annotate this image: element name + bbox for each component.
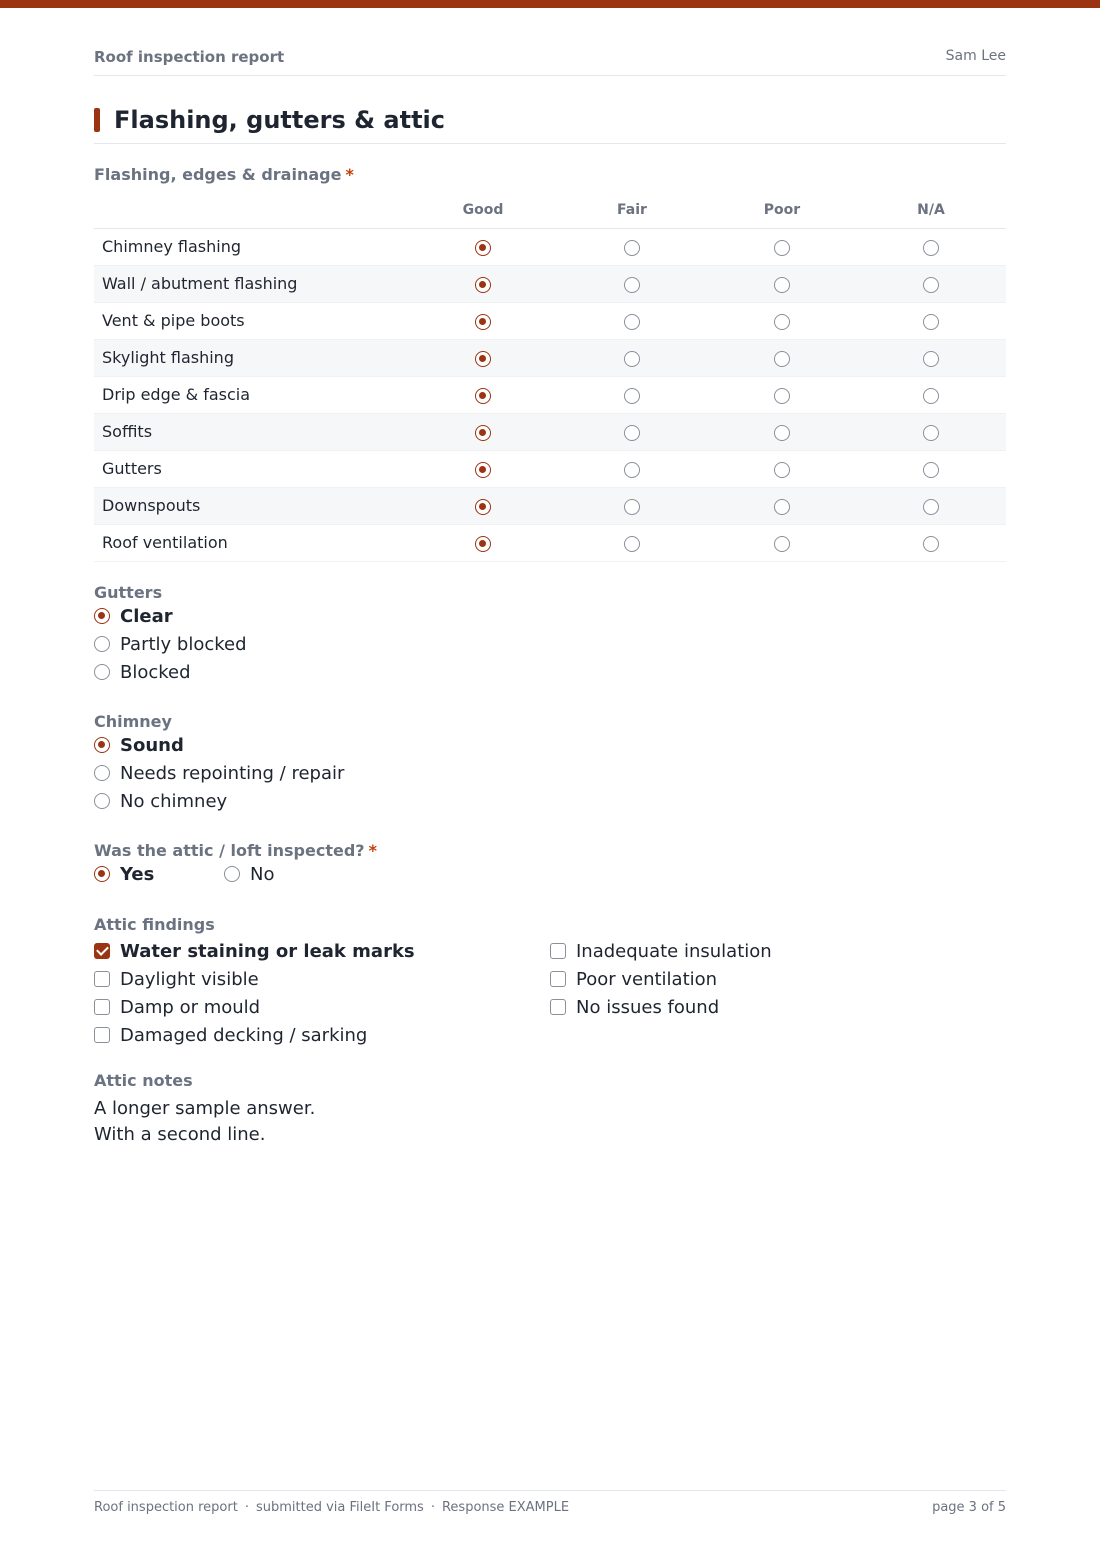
- radio-button[interactable]: [923, 277, 939, 293]
- page-footer: [94, 1490, 1006, 1515]
- footer-submitted: submitted via FileIt Forms: [255, 1500, 424, 1515]
- matrix-row-wall-abutment-flashing: [94, 266, 1006, 303]
- required-marker: *: [368, 841, 377, 860]
- radio-button[interactable]: [624, 314, 640, 330]
- checkbox[interactable]: [550, 999, 566, 1015]
- document-title: Roof inspection report: [94, 48, 285, 66]
- option-label: Partly blocked: [120, 633, 247, 655]
- matrix-row-label: Soffits: [102, 422, 153, 441]
- matrix-radio-poor[interactable]: [774, 462, 790, 478]
- matrix-column-header-n-a: N/A: [917, 202, 945, 218]
- attic-inspected-label-text: Was the attic / loft inspected?: [94, 841, 365, 860]
- chimney-option-sound[interactable]: [94, 731, 344, 759]
- matrix-radio-fair[interactable]: [624, 314, 640, 330]
- option-label: Yes: [120, 863, 155, 885]
- radio-button[interactable]: [94, 636, 110, 652]
- matrix-radio-poor[interactable]: [774, 351, 790, 367]
- matrix-radio-good[interactable]: [475, 277, 491, 293]
- radio-button[interactable]: [624, 277, 640, 293]
- matrix-column-header-fair: Fair: [617, 202, 647, 218]
- gutters-question: [94, 583, 247, 686]
- option-label: Needs repointing / repair: [120, 762, 345, 784]
- matrix-radio-fair[interactable]: [624, 240, 640, 256]
- radio-button[interactable]: [774, 314, 790, 330]
- radio-button[interactable]: [774, 499, 790, 515]
- attic-findings-label: Attic findings: [94, 915, 215, 934]
- section-heading: [94, 104, 1006, 144]
- matrix-row-label: Wall / abutment flashing: [102, 274, 298, 293]
- footer-doc-title: Roof inspection report: [94, 1500, 238, 1515]
- matrix-radio-good[interactable]: [475, 462, 491, 478]
- matrix-radio-poor[interactable]: [774, 425, 790, 441]
- radio-button[interactable]: [624, 425, 640, 441]
- attic-findings-column-left: [94, 937, 415, 1049]
- radio-button[interactable]: [94, 765, 110, 781]
- matrix-header-row: [94, 194, 1006, 229]
- matrix-radio-n-a[interactable]: [923, 425, 939, 441]
- attic-inspected-options: [94, 860, 377, 888]
- matrix-question-label: [94, 165, 354, 184]
- matrix-row-label: Gutters: [102, 459, 162, 478]
- attic-finding-no-issues-found[interactable]: [550, 993, 772, 1021]
- matrix-radio-good[interactable]: [475, 314, 491, 330]
- radio-button[interactable]: [475, 314, 491, 330]
- checkbox[interactable]: [94, 971, 110, 987]
- chimney-label: Chimney: [94, 712, 172, 731]
- footer-meta: [94, 1500, 569, 1515]
- radio-button[interactable]: [475, 388, 491, 404]
- radio-button[interactable]: [774, 277, 790, 293]
- radio-button[interactable]: [475, 277, 491, 293]
- page-header: [94, 48, 1006, 76]
- matrix-row-downspouts: [94, 488, 1006, 525]
- radio-button[interactable]: [624, 499, 640, 515]
- matrix-radio-fair[interactable]: [624, 277, 640, 293]
- checkbox[interactable]: [94, 943, 110, 959]
- radio-button[interactable]: [475, 536, 491, 552]
- matrix-row-label: Skylight flashing: [102, 348, 234, 367]
- chimney-option-needs-repointing-repair[interactable]: [94, 759, 344, 787]
- radio-button[interactable]: [475, 499, 491, 515]
- matrix-radio-n-a[interactable]: [923, 499, 939, 515]
- matrix-radio-n-a[interactable]: [923, 277, 939, 293]
- radio-button[interactable]: [923, 425, 939, 441]
- section-accent-bar: [94, 108, 100, 132]
- matrix-radio-good[interactable]: [475, 536, 491, 552]
- matrix-label-text: Flashing, edges & drainage: [94, 165, 342, 184]
- rating-matrix: [94, 194, 1006, 562]
- matrix-radio-fair[interactable]: [624, 351, 640, 367]
- matrix-radio-fair[interactable]: [624, 425, 640, 441]
- matrix-radio-good[interactable]: [475, 351, 491, 367]
- gutters-options: [94, 602, 247, 686]
- matrix-radio-n-a[interactable]: [923, 240, 939, 256]
- chimney-options: [94, 731, 344, 815]
- matrix-row-vent-pipe-boots: [94, 303, 1006, 340]
- radio-button[interactable]: [923, 536, 939, 552]
- attic-notes-label: Attic notes: [94, 1071, 193, 1090]
- radio-button[interactable]: [94, 737, 110, 753]
- footer-page-number: page 3 of 5: [932, 1500, 1006, 1515]
- radio-button[interactable]: [624, 536, 640, 552]
- respondent-name: Sam Lee: [945, 48, 1006, 64]
- radio-button[interactable]: [475, 351, 491, 367]
- option-label: No issues found: [576, 996, 720, 1018]
- radio-button[interactable]: [624, 462, 640, 478]
- radio-button[interactable]: [624, 240, 640, 256]
- matrix-row-label: Downspouts: [102, 496, 201, 515]
- matrix-radio-poor[interactable]: [774, 536, 790, 552]
- matrix-radio-good[interactable]: [475, 240, 491, 256]
- radio-button[interactable]: [774, 388, 790, 404]
- checkbox[interactable]: [550, 971, 566, 987]
- matrix-row-label: Roof ventilation: [102, 533, 228, 552]
- option-label: Damaged decking / sarking: [120, 1024, 368, 1046]
- footer-response: Response EXAMPLE: [441, 1500, 570, 1515]
- footer-separator: ·: [244, 1500, 249, 1515]
- matrix-column-header-good: Good: [462, 202, 504, 218]
- matrix-row-chimney-flashing: [94, 229, 1006, 266]
- top-accent-bar: [0, 0, 1100, 8]
- matrix-radio-poor[interactable]: [774, 277, 790, 293]
- footer-separator: ·: [430, 1500, 435, 1515]
- matrix-row-gutters: [94, 451, 1006, 488]
- attic-notes-line: With a second line.: [94, 1124, 266, 1145]
- matrix-row-soffits: [94, 414, 1006, 451]
- radio-button[interactable]: [923, 388, 939, 404]
- matrix-radio-poor[interactable]: [774, 240, 790, 256]
- attic-finding-water-staining-or-leak-marks[interactable]: [94, 937, 415, 965]
- option-label: Inadequate insulation: [576, 940, 772, 962]
- attic-findings-column-right: [550, 937, 772, 1021]
- section-title: Flashing, gutters & attic: [114, 106, 445, 134]
- attic-finding-damaged-decking-sarking[interactable]: [94, 1021, 415, 1049]
- attic-finding-inadequate-insulation[interactable]: [550, 937, 772, 965]
- radio-button[interactable]: [923, 240, 939, 256]
- radio-button[interactable]: [923, 314, 939, 330]
- chimney-option-no-chimney[interactable]: [94, 787, 344, 815]
- attic-finding-damp-or-mould[interactable]: [94, 993, 415, 1021]
- checkbox[interactable]: [94, 1027, 110, 1043]
- matrix-radio-n-a[interactable]: [923, 462, 939, 478]
- matrix-radio-n-a[interactable]: [923, 388, 939, 404]
- matrix-body: [94, 229, 1006, 562]
- option-label: Water staining or leak marks: [120, 940, 415, 962]
- matrix-row-label: Vent & pipe boots: [102, 311, 245, 330]
- gutters-option-clear[interactable]: [94, 602, 247, 630]
- attic-inspected-question: [94, 841, 377, 888]
- radio-button[interactable]: [94, 608, 110, 624]
- chimney-question: [94, 712, 344, 815]
- option-label: No chimney: [120, 790, 228, 812]
- matrix-row-skylight-flashing: [94, 340, 1006, 377]
- matrix-row-label: Chimney flashing: [102, 237, 241, 256]
- radio-button[interactable]: [224, 866, 240, 882]
- matrix-radio-n-a[interactable]: [923, 536, 939, 552]
- radio-button[interactable]: [94, 664, 110, 680]
- attic-inspected-option-no[interactable]: [224, 860, 354, 888]
- attic-finding-poor-ventilation[interactable]: [550, 965, 772, 993]
- radio-button[interactable]: [475, 425, 491, 441]
- radio-button[interactable]: [94, 866, 110, 882]
- radio-button[interactable]: [923, 499, 939, 515]
- option-label: Clear: [120, 605, 173, 627]
- attic-finding-daylight-visible[interactable]: [94, 965, 415, 993]
- radio-button[interactable]: [774, 240, 790, 256]
- gutters-option-blocked[interactable]: [94, 658, 247, 686]
- radio-button[interactable]: [624, 351, 640, 367]
- radio-button[interactable]: [94, 793, 110, 809]
- matrix-radio-good[interactable]: [475, 499, 491, 515]
- option-label: Sound: [120, 734, 184, 756]
- radio-button[interactable]: [774, 462, 790, 478]
- matrix-radio-n-a[interactable]: [923, 314, 939, 330]
- attic-notes-line: A longer sample answer.: [94, 1098, 316, 1119]
- checkbox[interactable]: [94, 999, 110, 1015]
- option-label: Daylight visible: [120, 968, 259, 990]
- radio-button[interactable]: [923, 351, 939, 367]
- option-label: No: [250, 863, 275, 885]
- matrix-row-roof-ventilation: [94, 525, 1006, 562]
- gutters-label: Gutters: [94, 583, 163, 602]
- attic-inspected-option-yes[interactable]: [94, 860, 224, 888]
- radio-button[interactable]: [774, 425, 790, 441]
- matrix-radio-fair[interactable]: [624, 388, 640, 404]
- option-label: Poor ventilation: [576, 968, 718, 990]
- matrix-radio-fair[interactable]: [624, 536, 640, 552]
- matrix-radio-fair[interactable]: [624, 499, 640, 515]
- radio-button[interactable]: [475, 462, 491, 478]
- matrix-radio-poor[interactable]: [774, 388, 790, 404]
- option-label: Damp or mould: [120, 996, 261, 1018]
- required-marker: *: [345, 165, 354, 184]
- attic-inspected-label: [94, 841, 377, 860]
- matrix-row-label: Drip edge & fascia: [102, 385, 251, 404]
- attic-findings-label-wrap: [94, 915, 215, 934]
- radio-button[interactable]: [475, 240, 491, 256]
- matrix-radio-good[interactable]: [475, 388, 491, 404]
- radio-button[interactable]: [774, 351, 790, 367]
- matrix-row-drip-edge-fascia: [94, 377, 1006, 414]
- matrix-radio-poor[interactable]: [774, 499, 790, 515]
- matrix-radio-n-a[interactable]: [923, 351, 939, 367]
- checkbox[interactable]: [550, 943, 566, 959]
- matrix-radio-good[interactable]: [475, 425, 491, 441]
- radio-button[interactable]: [774, 536, 790, 552]
- matrix-radio-poor[interactable]: [774, 314, 790, 330]
- gutters-option-partly-blocked[interactable]: [94, 630, 247, 658]
- radio-button[interactable]: [624, 388, 640, 404]
- matrix-column-header-poor: Poor: [763, 202, 801, 218]
- attic-notes-answer: [94, 1096, 315, 1148]
- radio-button[interactable]: [923, 462, 939, 478]
- matrix-radio-fair[interactable]: [624, 462, 640, 478]
- option-label: Blocked: [120, 661, 191, 683]
